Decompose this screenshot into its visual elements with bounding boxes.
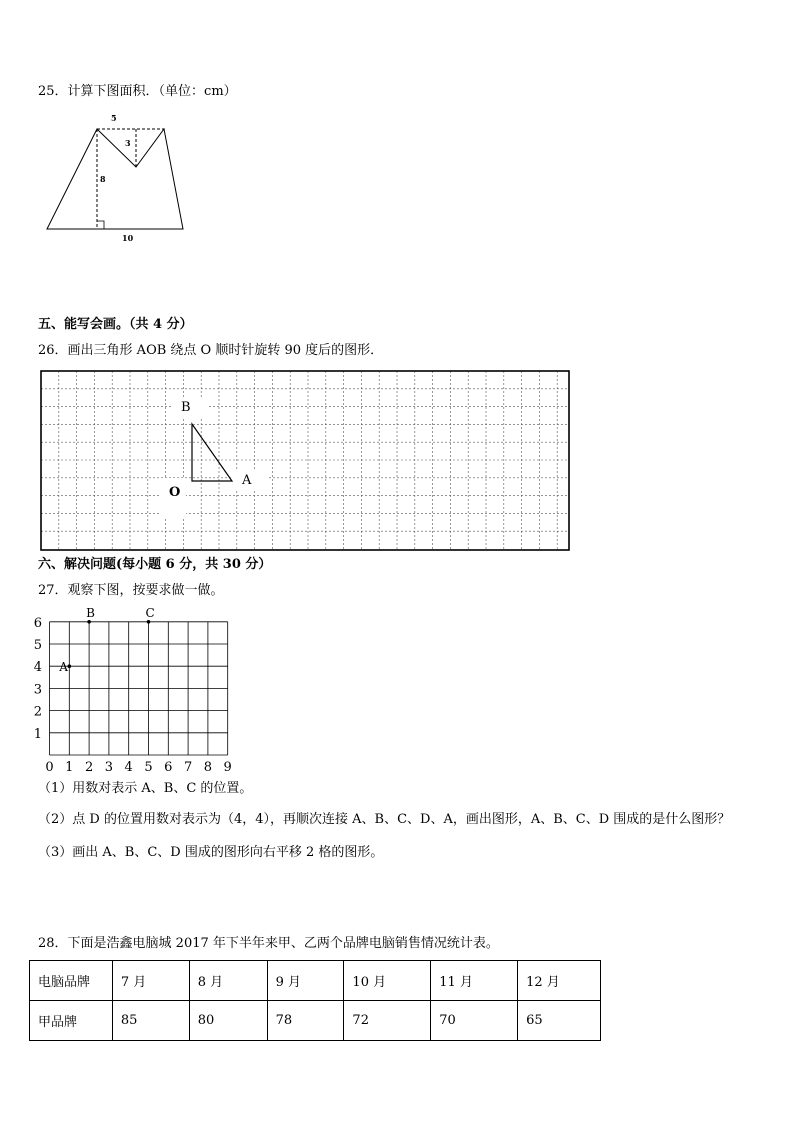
table-cell: 7 月 xyxy=(112,961,189,1001)
q27-sub3: （3）画出 A、B、C、D 围成的图形向右平移 2 格的图形。 xyxy=(38,845,384,860)
point-label-a: A xyxy=(242,473,252,488)
y-tick-label: 5 xyxy=(33,638,42,653)
x-tick-label: 9 xyxy=(223,760,232,775)
x-tick-label: 0 xyxy=(45,760,54,775)
point-b xyxy=(87,620,91,624)
table-cell: 70 xyxy=(431,1001,518,1041)
section6-title: 六、解决问题(每小题 6 分，共 30 分） xyxy=(38,557,272,572)
x-tick-label: 2 xyxy=(84,760,94,775)
table-cell: 85 xyxy=(112,1001,189,1041)
y-tick-label: 3 xyxy=(33,682,42,698)
q28-title: 28．下面是浩鑫电脑城 2017 年下半年来甲、乙两个品牌电脑销售情况统计表。 xyxy=(38,936,499,951)
table-cell: 78 xyxy=(267,1001,344,1041)
point-a xyxy=(68,664,72,668)
q27-sub2: （2）点 D 的位置用数对表示为（4，4），再顺次连接 A、B、C、D、A，画出图形，A、B、C、D 围成的是什么图形？ xyxy=(38,812,731,827)
x-tick-label: 1 xyxy=(65,760,74,775)
point-label-c: C xyxy=(145,605,155,620)
section5-title: 五、能写会画。（共 4 分） xyxy=(38,317,193,332)
table-cell: 8 月 xyxy=(189,961,267,1001)
point-label-b: B xyxy=(86,605,95,620)
table-cell: 72 xyxy=(344,1001,431,1041)
table-cell: 9 月 xyxy=(267,961,344,1001)
y-tick-label: 2 xyxy=(33,704,42,720)
q25-label-height: 8 xyxy=(100,174,106,184)
x-tick-label: 8 xyxy=(203,760,213,775)
table-cell: 65 xyxy=(518,1001,601,1041)
x-tick-label: 6 xyxy=(164,760,173,775)
table-header-row xyxy=(30,961,601,1001)
q25-title: 25．计算下图面积．（单位：cm） xyxy=(38,84,237,99)
point-c xyxy=(147,620,151,624)
q26-title: 26．画出三角形 AOB 绕点 O 顺时针旋转 90 度后的图形． xyxy=(38,343,384,358)
table-row xyxy=(30,1001,601,1041)
table-cell: 10 月 xyxy=(344,961,431,1001)
table-cell: 甲品牌 xyxy=(30,1001,113,1041)
y-tick-label: 4 xyxy=(33,660,42,676)
x-tick-label: 4 xyxy=(124,760,133,775)
y-tick-label: 6 xyxy=(33,615,42,631)
q25-label-top: 5 xyxy=(111,113,117,123)
y-tick-label: 1 xyxy=(33,726,42,742)
table-cell: 12 月 xyxy=(518,961,601,1001)
q27-sub1: （1）用数对表示 A、B、C 的位置。 xyxy=(38,781,253,796)
point-label-b: B xyxy=(181,400,191,415)
point-label-a: A xyxy=(59,660,68,675)
q25-label-base: 10 xyxy=(122,233,134,243)
sales-table xyxy=(29,960,601,1041)
x-tick-label: 7 xyxy=(183,760,193,775)
x-tick-label: 3 xyxy=(104,760,114,775)
q27-title: 27．观察下图，按要求做一做。 xyxy=(38,583,224,598)
table-cell: 电脑品牌 xyxy=(30,961,113,1001)
x-tick-label: 5 xyxy=(144,760,153,775)
table-cell: 11 月 xyxy=(431,961,518,1001)
point-label-o: O xyxy=(169,485,181,500)
q25-label-inner: 3 xyxy=(125,138,131,148)
table-cell: 80 xyxy=(189,1001,267,1041)
